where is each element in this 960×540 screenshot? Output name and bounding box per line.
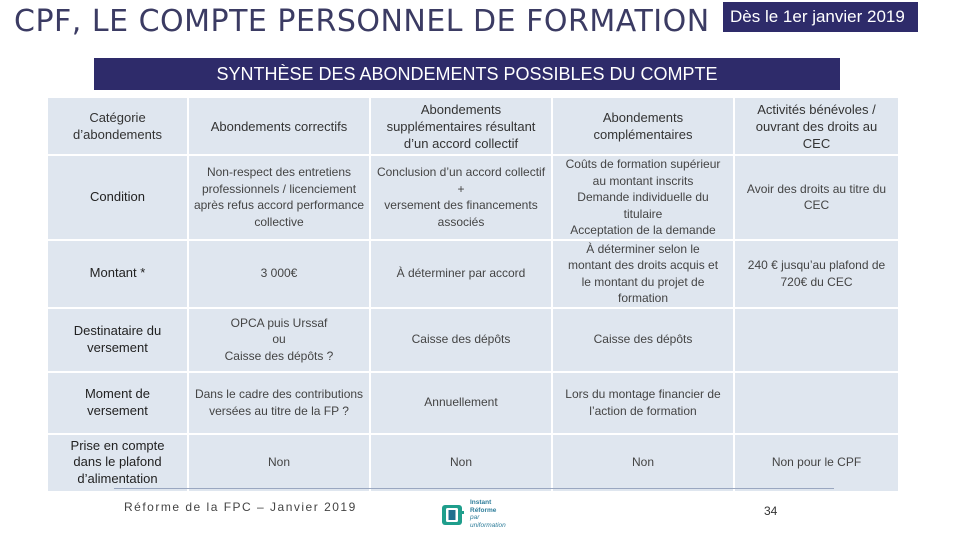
instant-reforme-logo — [440, 498, 510, 532]
header-cell — [734, 97, 899, 155]
logo-text — [470, 499, 510, 529]
table-cell — [734, 240, 899, 308]
cell-line: Conclusion d’un accord collectif + — [376, 165, 546, 196]
table-row — [47, 240, 899, 308]
table-cell — [552, 155, 734, 240]
cell-line: Non — [631, 455, 654, 470]
cell-line: Catégorie — [89, 110, 146, 125]
table-cell — [370, 155, 552, 240]
table-cell — [552, 240, 734, 308]
cell-line: versement — [87, 402, 148, 418]
table-row — [47, 155, 899, 240]
cell-line: Demande individuelle du — [577, 190, 709, 204]
row-label — [47, 434, 188, 492]
date-badge: Dès le 1er janvier 2019 — [723, 2, 918, 32]
table-cell — [188, 372, 370, 434]
table-cell — [552, 434, 734, 492]
cell-line: associés — [437, 214, 485, 229]
cell-line: formation — [617, 291, 669, 305]
table-row — [47, 434, 899, 492]
cell-line: Destinataire du — [73, 323, 162, 338]
cell-line: 3 000€ — [260, 266, 298, 281]
cell-line: Montant * — [89, 265, 146, 281]
table-cell — [734, 308, 899, 372]
cell-line: d’alimentation — [77, 470, 158, 486]
cell-line: titulaire — [623, 206, 663, 221]
footer-text: Réforme de la FPC – Janvier 2019 — [124, 500, 357, 514]
table-cell — [734, 372, 899, 434]
cell-line: dans le plafond — [73, 454, 162, 470]
instant-reforme-logo-icon — [440, 502, 466, 528]
cell-line: Non-respect des entretiens — [206, 165, 352, 180]
table-cell — [734, 434, 899, 492]
cell-line: Prise en compte — [70, 437, 165, 453]
cell-line: Abondements — [420, 101, 502, 117]
table-cell — [188, 308, 370, 372]
cell-line: d’abondements — [73, 127, 162, 142]
table-cell — [370, 434, 552, 492]
cell-line: Dans le cadre des contributions — [194, 387, 364, 401]
cell-line: collective — [254, 214, 304, 229]
cell-line: CEC — [802, 135, 831, 151]
table-cell — [188, 434, 370, 492]
cell-line: professionnels / licenciement — [201, 181, 357, 196]
table-cell — [370, 240, 552, 308]
cell-line: le montant du projet de — [581, 274, 705, 289]
logo-line: par uniformation — [470, 514, 506, 529]
subtitle-banner — [94, 58, 840, 90]
table-cell — [552, 372, 734, 434]
cell-line: CEC — [803, 198, 830, 213]
cell-line: Moment de — [84, 386, 151, 401]
cell-line: Coûts de formation supérieur — [565, 157, 721, 171]
logo-line: Instant — [470, 499, 492, 506]
cell-line: Condition — [90, 189, 145, 204]
header-cell — [47, 97, 188, 155]
cell-line: Non — [267, 455, 290, 470]
table-cell — [188, 240, 370, 308]
cell-line: Activités bénévoles / — [757, 101, 876, 117]
page-number: 34 — [764, 504, 778, 518]
table-cell — [370, 372, 552, 434]
abondements-table — [46, 96, 900, 493]
table-row — [47, 308, 899, 372]
table-cell — [188, 155, 370, 240]
cell-line: montant des droits acquis et — [567, 258, 719, 272]
row-label — [47, 372, 188, 434]
cell-line: Acceptation de la demande — [570, 223, 716, 237]
cell-line: ou — [272, 332, 286, 347]
cell-line: Annuellement — [424, 395, 498, 410]
table-cell — [552, 308, 734, 372]
header-cell — [552, 97, 734, 155]
cell-line: Caisse des dépôts — [593, 332, 693, 347]
cell-line: Caisse des dépôts — [411, 332, 511, 347]
subtitle-text: SYNTHÈSE DES ABONDEMENTS POSSIBLES DU COMPTE — [216, 64, 718, 84]
header-cell — [188, 97, 370, 155]
cell-line: Non pour le CPF — [771, 455, 862, 470]
logo-line: Réforme — [470, 506, 497, 514]
cell-line: supplémentaires résultant — [386, 118, 536, 134]
cell-line: Lors du montage financier de — [565, 387, 721, 401]
cell-line: versement — [87, 339, 148, 355]
cell-line: versement des financements — [384, 198, 538, 213]
header-cell — [370, 97, 552, 155]
cell-line: OPCA puis Urssaf — [230, 315, 328, 330]
cell-line: ouvrant des droits au — [755, 118, 878, 134]
cell-line: après refus accord performance — [193, 198, 365, 213]
cell-line: Abondements correctifs — [210, 118, 348, 134]
row-label — [47, 240, 188, 308]
footer-divider — [114, 488, 834, 489]
cell-line: Non — [449, 455, 472, 470]
cell-line: versées au titre de la FP ? — [209, 403, 349, 418]
cell-line: l’action de formation — [589, 403, 697, 418]
cell-line: Abondements — [602, 110, 684, 125]
row-label — [47, 155, 188, 240]
cell-line: 240 € jusqu’au plafond de — [747, 258, 886, 272]
cell-line: d’un accord collectif — [403, 135, 519, 151]
table-cell — [370, 308, 552, 372]
cell-line: À déterminer selon le — [586, 241, 700, 256]
cell-line: 720€ du CEC — [780, 274, 853, 289]
page-title: CPF, LE COMPTE PERSONNEL DE FORMATION — [14, 4, 710, 39]
table-header-row — [47, 97, 899, 155]
row-label — [47, 308, 188, 372]
cell-line: À déterminer par accord — [396, 266, 526, 281]
table-cell — [734, 155, 899, 240]
table-row — [47, 372, 899, 434]
cell-line: au montant inscrits — [592, 173, 694, 188]
cell-line: Caisse des dépôts ? — [224, 348, 334, 363]
cell-line: Avoir des droits au titre du — [746, 181, 887, 196]
cell-line: complémentaires — [593, 127, 693, 142]
